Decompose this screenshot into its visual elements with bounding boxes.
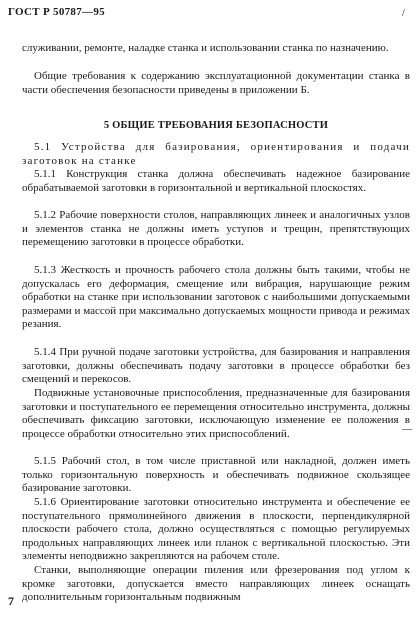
intro-paragraph-continuation: служивании, ремонте, наладке станка и использовании станка по назначению. bbox=[22, 42, 389, 54]
intro-paragraph-requirements: Общие требования к содержанию эксплуатационной документации станка в части обеспечения безопасности приведены в приложении Б. bbox=[22, 70, 410, 96]
paragraph-5-1-4: 5.1.4 При ручной подаче заготовки устройства, для базирования и направления заготовки, должны обеспечивать подачу заготовки в процессе обработки без смещений и перекосов. bbox=[22, 346, 410, 386]
section-heading: 5 ОБЩИЕ ТРЕБОВАНИЯ БЕЗОПАСНОСТИ bbox=[103, 120, 329, 131]
paragraph-saws-milling: Станки, выполняющие операции пиления или фрезерования под углом к кромке заготовки, допускается вместо направляющих линеек оснащать дополнительным горизонтальным подвижным bbox=[22, 564, 410, 604]
corner-mark: / bbox=[402, 8, 405, 19]
paragraph-movable-fixtures: Подвижные установочные приспособления, предназначенные для базирования заготовки и поступательного ее перемещения относительно инструмента, должны обеспечивать фиксацию заготовки, исключающую изменение ее положения в процессе обработки относительно этих приспособлений. bbox=[22, 387, 410, 440]
margin-mark: — bbox=[402, 424, 412, 435]
paragraph-5-1-6: 5.1.6 Ориентирование заготовки относительно инструмента и обеспечение ее поступательного прямолинейного движения в плоскости, перпендикулярной плоскости рабочего стола, должно осуществляться с помощью регулируемых продольных направляющих линеек или планок с вертикальной плоскостью. Эти элементы неподвижно закрепляются на рабочем столе. bbox=[22, 496, 410, 563]
paragraph-5-1-1: 5.1.1 Конструкция станка должна обеспечивать надежное базирование обрабатываемой заготовки в горизонтальной и вертикальной плоскостях. bbox=[22, 168, 410, 194]
page-number: 7 bbox=[8, 594, 14, 608]
paragraph-5-1-2: 5.1.2 Рабочие поверхности столов, направляющих линеек и аналогичных узлов и элементов станка не должны иметь уступов и трещин, препятствующих перемещению заготовки в процессе обработки. bbox=[22, 209, 410, 249]
paragraph-5-1-5: 5.1.5 Рабочий стол, в том числе приставной или накладной, должен иметь только горизонтальную поверхность и обеспечивать подвижное скользящее базирование заготовки. bbox=[22, 455, 410, 495]
paragraph-5-1-3: 5.1.3 Жесткость и прочность рабочего стола должны быть такими, чтобы не допускалась его деформация, смещение или вибрация, нарушающие режим обработки на станке при использовании заготовок с наибольшими допускаемыми размерами и массой при максимально допускаемых мощности привода и режимах резания. bbox=[22, 264, 410, 331]
subsection-title-5-1: 5.1 Устройства для базирования, ориентирования и подачи заготовок на станке bbox=[22, 141, 410, 167]
page-header: ГОСТ Р 50787—95 bbox=[8, 6, 105, 18]
